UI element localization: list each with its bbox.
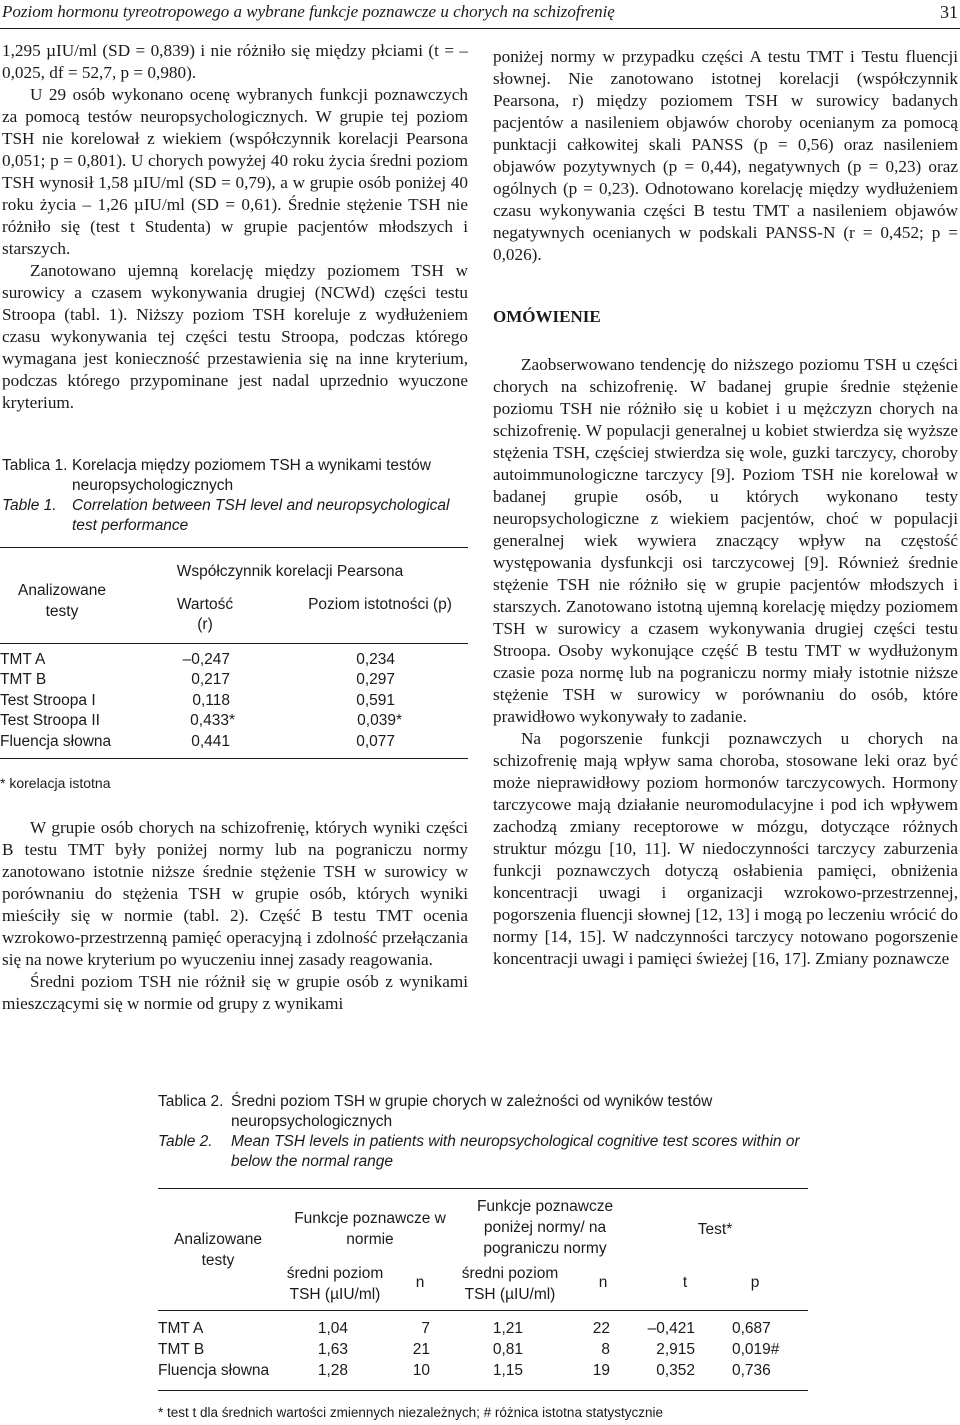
table2-cell-mean-below: 0,81: [492, 1341, 523, 1358]
table1-caption-en-label: Table 1.: [2, 497, 57, 514]
table2-sub-mean-below: średni poziom TSH (µIU/ml): [461, 1265, 559, 1303]
table2-cell-p: 0,736: [732, 1362, 771, 1379]
table2-caption-text: Średni poziom TSH w grupie chorych w zależności od wyników testów neuropsychologicznych: [231, 1093, 713, 1130]
table2-cell-mean-norm: 1,04: [317, 1320, 348, 1337]
table2-cell-n-below: 8: [601, 1341, 610, 1358]
table2-footnote: * test t dla średnich wartości zmiennych niezależnych; # różnica istotna statystycznie: [158, 1405, 663, 1420]
table2-header-norm: Funkcje poznawcze w normie: [294, 1210, 446, 1248]
table1-cell-p: 0,297: [356, 671, 395, 688]
table2-cell-test: TMT A: [158, 1320, 204, 1337]
page-number: 31: [940, 2, 958, 22]
table1-cell-p: 0,591: [356, 692, 395, 709]
table2-sub-n-below: n: [598, 1274, 608, 1291]
table1-cell-test: Fluencja słowna: [0, 733, 112, 750]
table2-caption-label: Tablica 2.: [158, 1093, 224, 1110]
table2-sub-p: p: [750, 1274, 760, 1291]
table2-caption-en-label: Table 2.: [158, 1133, 213, 1150]
table2-cell-p: 0,019#: [732, 1341, 780, 1358]
table2-sub-t: t: [682, 1274, 688, 1291]
section-heading: OMÓWIENIE: [493, 307, 601, 326]
table-rule: [158, 1310, 808, 1311]
table2-cell-mean-below: 1,15: [492, 1362, 523, 1379]
table2-cell-mean-below: 1,21: [492, 1320, 523, 1337]
table2-cell-n-below: 22: [592, 1320, 610, 1337]
paragraph: poniżej normy w przypadku części A testu TMT i Testu fluencji słownej. Nie zanotowano istotnej korelacji (współczynnik Pearsona, r) między poziomem TSH w surowicy badanych pacjentów a nasileniem objawów choroby ocenianym za pomocą punktacji całkowitej skali PANSS (p = 0,56) oraz nasileniem objawów pozytywnych (p = 0,44), negatywnych (p = 0,23) oraz ogólnych (p = 0,23). Odnotowano korelację między wydłużeniem czasu wykonywania części B testu TMT a nasileniem objawów negatywnych ocenianych w podskali PANSS-N (r = 0,452; p = 0,026).: [493, 47, 958, 264]
paragraph: U 29 osób wykonano ocenę wybranych funkcji poznawczych za pomocą testów neuropsychologicznych. W grupie tej poziom TSH nie korelował z wiekiem (współczynnik korelacji Pearsona 0,051; p = 0,801). U chorych powyżej 40 roku życia średni poziom TSH wynosił 1,58 µIU/ml (SD = 0,79), a w grupie osób poniżej 40 roku życia – 1,26 µIU/ml (SD = 0,61). Średnie stężenie TSH nie różniło się (test t Studenta) w grupie pacjentów młodszych i starszych.: [2, 85, 468, 258]
table1-header-group: Współczynnik korelacji Pearsona: [176, 563, 404, 580]
table2-cell-t: 0,352: [656, 1362, 695, 1379]
table2-cell-test: TMT B: [158, 1341, 205, 1358]
table2-cell-p: 0,687: [732, 1320, 771, 1337]
table2-caption-en-text: Mean TSH levels in patients with neuropsychological cognitive test scores within or below the normal range: [231, 1133, 800, 1170]
table2-header-below: Funkcje poznawcze poniżej normy/ na pograniczu normy: [476, 1198, 614, 1257]
table2-sub-n-norm: n: [415, 1274, 425, 1291]
paragraph: Na pogorszenie funkcji poznawczych u chorych na schizofrenię mają wpływ sama choroba, stosowane leki oraz być może nieprawidłowy poziom hormonów tarczycowych. Hormony tarczycowe mają działanie neuromodulacyjne i pod ich wpływem zachodzą zmiany receptorowe w mózgu, dotyczące różnych struktur mózgu [10, 11]. W niedoczynności tarczycy zaburzenia funkcji poznawczych dotyczą osłabienia pamięci, obniżenia koncentracji uwagi i organizacji wzrokowo-przestrzennej, pogorszenia fluencji słownej [12, 13] i mogą po leczeniu wrócić do normy [14, 15]. W nadczynności tarczycy notowano pogorszenie koncentracji uwagi i pamięci świeżej [16, 17]. Zmiany poznawcze: [493, 729, 958, 968]
table1-cell-test: TMT A: [0, 651, 46, 668]
table-rule: [158, 1188, 808, 1189]
table2-cell-t: –0,421: [647, 1320, 695, 1337]
table1-cell-r: –0,247: [182, 651, 230, 668]
table1-cell-r: 0,433*: [190, 712, 235, 729]
table-rule: [158, 1390, 808, 1391]
table1-cell-test: TMT B: [0, 671, 47, 688]
table1-caption-label: Tablica 1.: [2, 457, 68, 474]
table2-cell-n-norm: 7: [421, 1320, 430, 1337]
paragraph: Zanotowano ujemną korelację między poziomem TSH w surowicy a czasem wykonywania drugiej (NCWd) części testu Stroopa (tabl. 1). Niższy poziom TSH koreluje z wydłużeniem czasu wykonywania tej części testu Stroopa, podczas którego wymagana jest konieczność przestawienia się na inne kryterium, podczas którego przypominane jest nadal uprzednio wyuczone kryterium.: [2, 261, 468, 412]
paragraph: Zaobserwowano tendencję do niższego poziomu TSH u części chorych na schizofrenię. W badanej grupie średnie stężenie poziomu TSH nie różniło się u kobiet i u mężczyzn chorych na schizofrenię. W populacji generalnej u kobiet stwierdza się wyższe stężenia TSH, częściej stwierdza się wole, guzki tarczycy, choroby autoimmunologiczne tarczycy [9]. Poziom TSH nie korelował w badanej grupie osób, u których wykonano testy neuropsychologiczne z wiekiem pacjentów, choć w populacji generalnej wiek wywiera znaczący wpływ na częstość występowania dysfunkcji osi tarczycowej [9]. Również średnie stężenie TSH nie różniło się w grupie pacjentów młodszych i starszych. Zanotowano istotną ujemną korelację między poziomem TSH w surowicy a czasem wykonywania drugiej części testu Stroopa. Osoby wykonujące część B testu TMT w wydłużonym czasie poza normę lub na pograniczu normy miały istotnie niższe stężenie TSH w surowicy w porównaniu do osób, które prawidłowo wykonywały to zadanie.: [493, 355, 958, 726]
table1-cell-p: 0,039*: [357, 712, 402, 729]
table2-cell-n-norm: 10: [412, 1362, 430, 1379]
table1-cell-p: 0,077: [356, 733, 395, 750]
table1-caption-text: Korelacja między poziomem TSH a wynikami testów neuropsychologicznych: [72, 457, 431, 494]
table2-cell-t: 2,915: [656, 1341, 695, 1358]
paragraph: 1,295 µIU/ml (SD = 0,839) i nie różniło się między płciami (t = – 0,025, df = 52,7, p = 0,980).: [2, 41, 468, 82]
table2-cell-mean-norm: 1,28: [317, 1362, 348, 1379]
table2-cell-mean-norm: 1,63: [317, 1341, 348, 1358]
paragraph: Średni poziom TSH nie różnił się w grupie osób z wynikami mieszczącymi się w normie od grupy z wynikami: [2, 972, 468, 1013]
table2-cell-n-below: 19: [592, 1362, 610, 1379]
table1-cell-test: Test Stroopa I: [0, 692, 96, 709]
running-title: Poziom hormonu tyreotropowego a wybrane funkcje poznawcze u chorych na schizofrenię: [2, 2, 615, 21]
table1-cell-r: 0,441: [191, 733, 230, 750]
table2-header-tests: Analizowane testy: [174, 1231, 262, 1269]
table2-cell-test: Fluencja słowna: [158, 1362, 270, 1379]
table1-header-tests: Analizowane testy: [18, 582, 106, 620]
table1-cell-test: Test Stroopa II: [0, 712, 100, 729]
table1-header-r: Wartość (r): [176, 596, 234, 633]
table2-sub-mean-norm: średni poziom TSH (µIU/ml): [286, 1265, 384, 1303]
paragraph: W grupie osób chorych na schizofrenię, których wyniki części B testu TMT były poniżej normy lub na pograniczu normy zanotowano istotnie niższe średnie stężenie TSH w surowicy w porównaniu do stężenia TSH w grupie osób, których wyniki mieściły się w normie (tabl. 2). Część B testu TMT ocenia wzrokowo-przestrzenną pamięć operacyjną i zdolność przełączania się na nowe kryterium po wyuczeniu innej zasady reagowania.: [2, 818, 468, 969]
table1-footnote: * korelacja istotna: [0, 775, 111, 791]
table1-cell-r: 0,118: [192, 692, 230, 709]
table2-cell-n-norm: 21: [412, 1341, 430, 1358]
table1-caption-en-text: Correlation between TSH level and neuropsychological test performance: [72, 497, 450, 534]
table1-cell-r: 0,217: [191, 671, 230, 688]
table1-header-p: Poziom istotności (p): [308, 596, 452, 613]
table2-header-test: Test*: [697, 1221, 733, 1238]
table1-cell-p: 0,234: [356, 651, 395, 668]
